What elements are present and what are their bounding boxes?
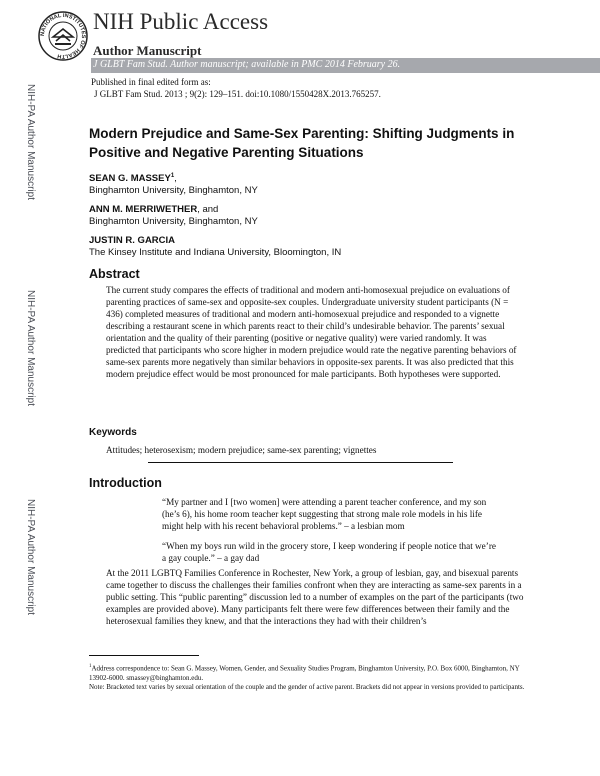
keywords-heading: Keywords	[89, 427, 137, 438]
author-name: ANN M. MERRIWETHER	[89, 204, 198, 215]
section-divider	[148, 462, 453, 463]
abstract-text: The current study compares the effects of traditional and modern anti-homosexual prejudice on evaluations of parenting practices of same-sex and opposite-sex couples. Undergraduate university student participants (N = 436) completed measures of traditional and modern anti-homosexual prejudice and responded to a vignette describing a restaurant scene in which parents react to their child’s undesirable behavior. The parents’ sexual orientation and the quality of their parenting (positive or negative quality) were varied randomly. It was predicted that participants who score higher in modern prejudice would rate the negative parenting behaviors of same-sex parents more negatively than similar behaviors in opposite-sex parents. It was also predicted that this modern prejudice effect would be most pronounced for male participants. Both hypotheses were supported.	[106, 285, 517, 379]
side-label-2: NIH-PA Author Manuscript	[25, 290, 36, 406]
author-2-affiliation: Binghamton University, Binghamton, NY	[89, 216, 258, 227]
author-3-name	[89, 235, 175, 246]
header-title: NIH Public Access	[93, 9, 269, 34]
article-title: Modern Prejudice and Same-Sex Parenting: Shifting Judgments in Positive and Negative Parenting Situations	[89, 126, 515, 160]
header-subtitle: Author Manuscript	[93, 43, 202, 58]
citation-line: J GLBT Fam Stud. 2013 ; 9(2): 129–151. doi:10.1080/1550428X.2013.765257.	[94, 89, 381, 99]
author-2-name: ANN M. MERRIWETHER, and	[89, 204, 219, 215]
side-label-1: NIH-PA Author Manuscript	[25, 84, 36, 200]
author-name: SEAN G. MASSEY	[89, 173, 171, 185]
author-name: JUSTIN R. GARCIA	[89, 235, 176, 246]
quote-gay-dad: “When my boys run wild in the grocery store, I keep wondering if people notice that we’re a gay couple.” – a gay dad	[162, 541, 496, 563]
footnote-correspondence: $^1$Address correspondence to: Sean G. Massey, Women, Gender, and Sexuality Studies Program, Binghamton University, P.O. Box 6000, Binghamton, NY 13902-6000. smassey@binghamton.edu.	[89, 664, 520, 682]
svg-text:NATIONAL INSTITUTES OF HEALTH: NATIONAL INSTITUTES OF HEALTH	[39, 12, 87, 60]
author-footnote-marker[interactable]: 1	[170, 173, 175, 179]
journal-availability-line: J GLBT Fam Stud. Author manuscript; available in PMC 2014 February 26.	[93, 59, 401, 70]
footnote-note: Note: Bracketed text varies by sexual orientation of the couple and the gender of active parent. Brackets did not appear in versions provided to participants.	[89, 683, 525, 692]
footnote	[89, 662, 529, 693]
quote-lesbian-mom: “My partner and I [two women] were attending a parent teacher conference, and my son (he’s 6), his home room teacher kept suggesting that strong male role models in his life might help with his recent behavioral problems.” – a lesbian mom	[162, 497, 487, 531]
author-1-name: SEAN G. MASSEY$^1$,	[89, 173, 177, 185]
author-1-affiliation: Binghamton University, Binghamton, NY	[89, 185, 258, 196]
introduction-paragraph: At the 2011 LGBTQ Families Conference in Rochester, New York, a group of lesbian, gay, and bisexual parents came together to discuss the challenges their families confront when they are interacting as same-sex parents in a public setting. This “public parenting” discussion led to a number of examples on the part of the participants (two examples are provided above). Many participants felt there were few differences between their family and the heterosexual families they knew, and that the interactions they had with their children’s	[106, 568, 524, 626]
abstract-heading: Abstract	[89, 267, 140, 281]
nih-seal-logo	[38, 3, 88, 69]
author-3-affiliation: The Kinsey Institute and Indiana University, Bloomington, IN	[89, 247, 342, 258]
footnote-rule	[89, 655, 199, 656]
keywords-text: Attitudes; heterosexism; modern prejudice; same-sex parenting; vignettes	[106, 445, 377, 455]
side-label-3: NIH-PA Author Manuscript	[25, 499, 36, 615]
introduction-heading: Introduction	[89, 476, 162, 490]
published-label: Published in final edited form as:	[91, 77, 211, 87]
